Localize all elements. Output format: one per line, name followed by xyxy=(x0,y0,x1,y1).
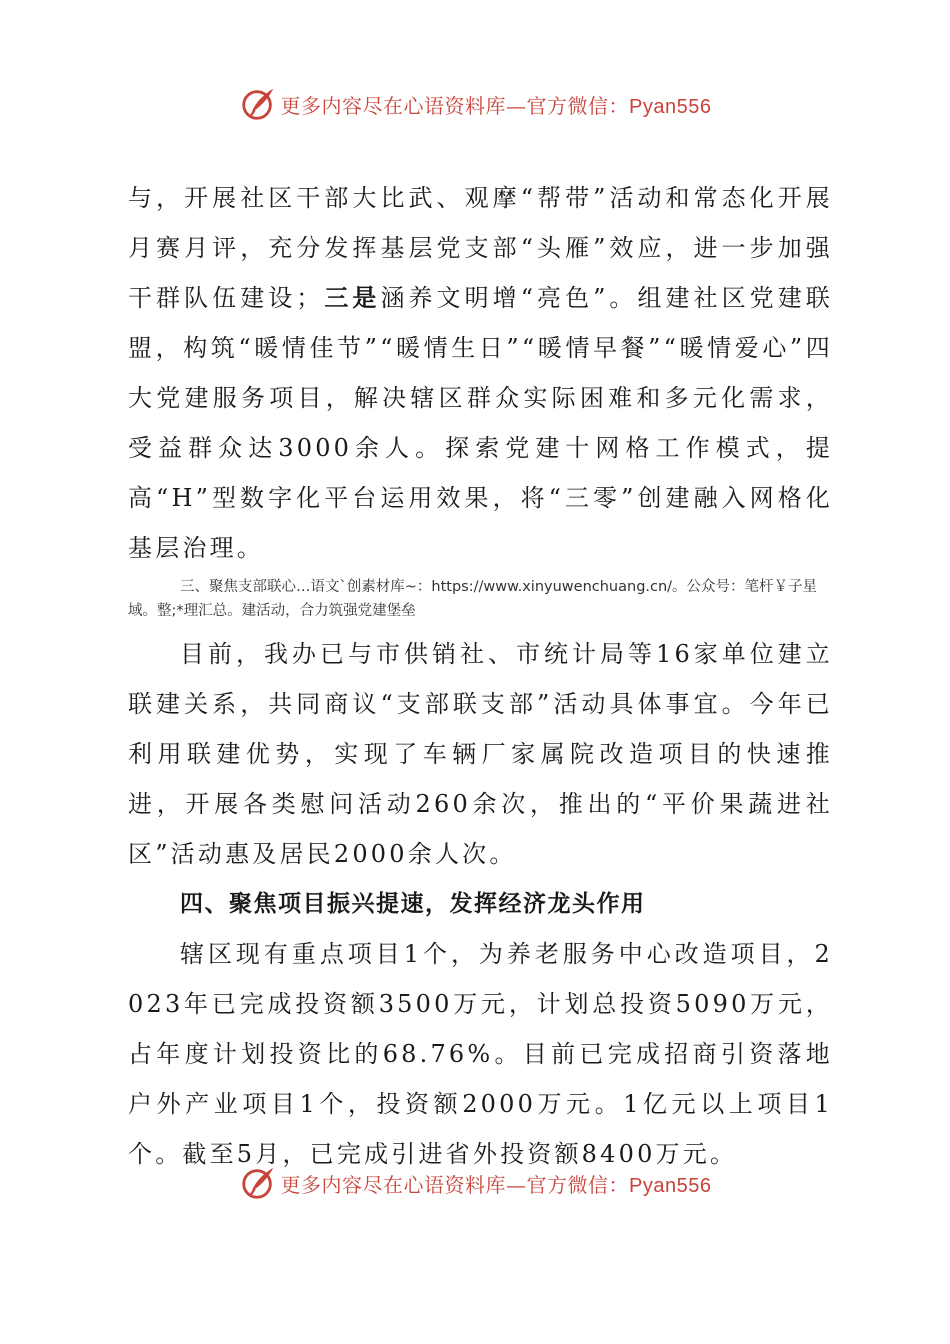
quill-pen-circle-icon xyxy=(239,85,277,123)
banner-text: 更多内容尽在心语资料库—官方微信：Pyan556 xyxy=(280,1172,712,1197)
paragraph-1-emphasis: 三是 xyxy=(323,283,381,312)
paragraph-1 xyxy=(128,173,833,573)
paragraph-1-text-b: 涵养文明增“亮色”。组建社区党建联盟，构筑“暖情佳节”“暖情生日”“暖情早餐”“暖情爱心”四大党建服务项目，解决辖区群众实际困难和多元化需求，受益群众达3000余人。探索党建十网格工作模式，提高“H”型数字化平台运用效果，将“三零”创建融入网格化基层治理。 xyxy=(128,284,833,562)
banner-text: 更多内容尽在心语资料库—官方微信：Pyan556 xyxy=(280,93,712,118)
section-4-heading: 四、聚焦项目振兴提速，发挥经济龙头作用 xyxy=(180,891,646,917)
header-banner xyxy=(0,84,950,124)
wechat-id: Pyan556 xyxy=(629,1174,712,1197)
section-3-heading-watermarked: 三、聚焦支部联心…语文`创素材库~：https://www.xinyuwenchuang.cn/。公众号：笔杆￥子星域。整;*理汇总。建活动，合力筑强党建堡垒 xyxy=(128,579,818,619)
footer-banner xyxy=(0,1163,950,1203)
paragraph-3: 辖区现有重点项目1个，为养老服务中心改造项目，2023年已完成投资额3500万元，计划总投资5090万元，占年度计划投资比的68.76%。目前已完成招商引资落地户外产业项目1个，投资额2000万元。1亿元以上项目1个。截至5月，已完成引进省外投资额8400万元。 xyxy=(128,940,833,1168)
paragraph-2: 目前，我办已与市供销社、市统计局等16家单位建立联建关系，共同商议“支部联支部”活动具体事宜。今年已利用联建优势，实现了车辆厂家属院改造项目的快速推进，开展各类慰问活动260余次，推出的“平价果蔬进社区”活动惠及居民2000余人次。 xyxy=(128,640,833,868)
wechat-id: Pyan556 xyxy=(629,95,712,118)
quill-pen-circle-icon xyxy=(239,1164,277,1202)
paragraph-1-text-a: 与，开展社区干部大比武、观摩“帮带”活动和常态化开展月赛月评，充分发挥基层党支部“头雁”效应，进一步加强干群队伍建设； xyxy=(128,184,833,312)
document-body xyxy=(128,173,833,1179)
